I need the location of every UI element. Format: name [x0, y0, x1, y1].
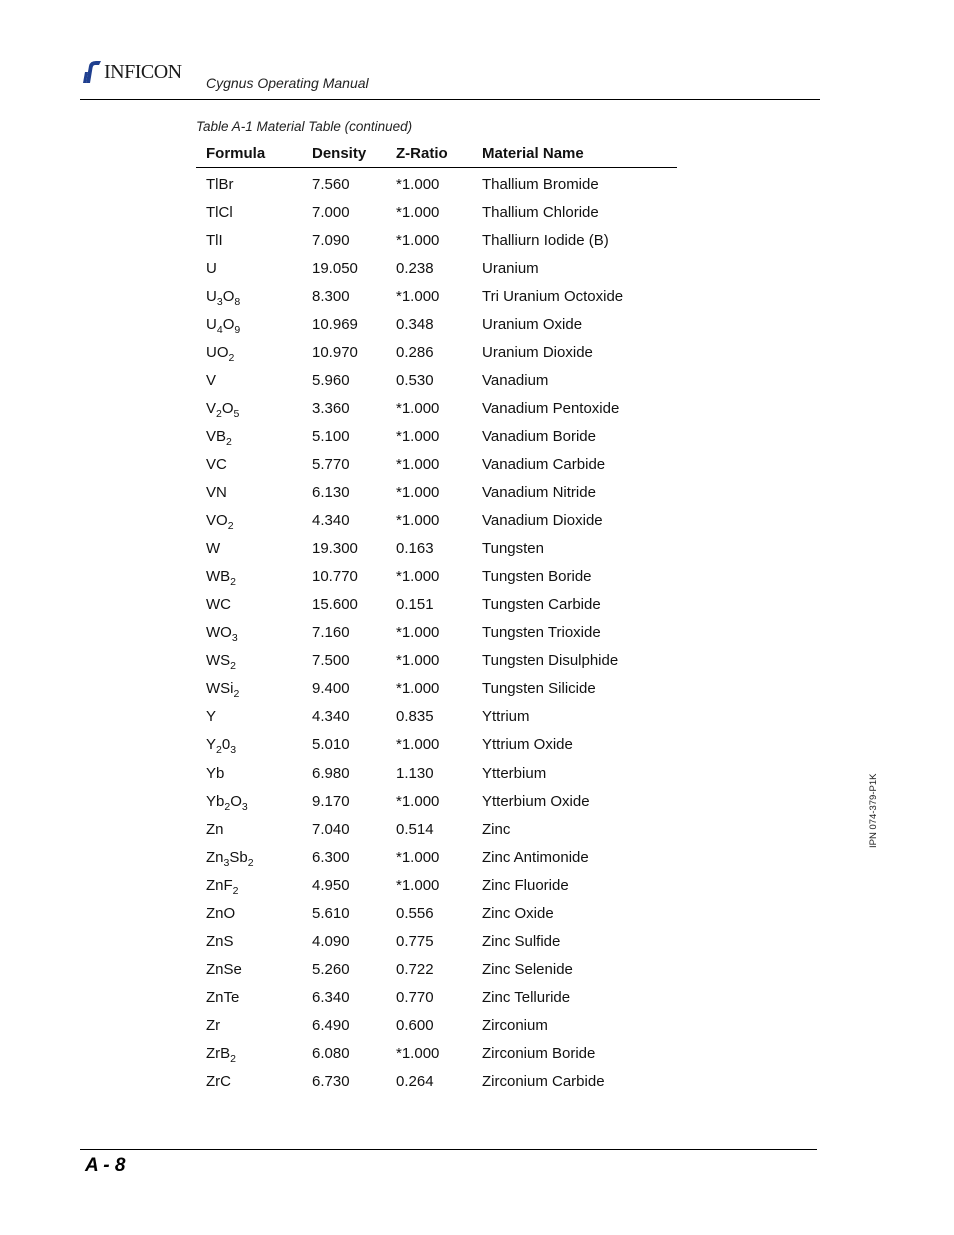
table-row [196, 983, 677, 1011]
table-row [196, 647, 677, 675]
density-cell: 7.500 [312, 652, 350, 670]
formula-cell [196, 675, 302, 703]
density-cell: 15.600 [312, 596, 358, 614]
formula-cell [196, 422, 302, 450]
z-ratio-cell: *1.000 [396, 792, 440, 810]
material-name-cell: Yttrium [482, 708, 530, 726]
material-name-cell: Tri Uranium Octoxide [482, 287, 624, 305]
formula-subscript: 4 [216, 323, 223, 336]
table-row [196, 198, 677, 226]
table-row [196, 422, 677, 450]
density-cell: 3.360 [312, 399, 350, 417]
z-ratio-cell: 0.530 [396, 371, 434, 389]
material-name-cell: Tungsten Trioxide [482, 624, 601, 642]
density-cell: 4.340 [312, 708, 350, 726]
z-ratio-cell: *1.000 [396, 512, 440, 530]
formula-part: ZnF [206, 876, 233, 894]
formula-part: O [221, 399, 234, 417]
density-cell: 9.170 [312, 792, 350, 810]
material-name-cell: Zirconium Carbide [482, 1073, 605, 1091]
formula-cell [196, 168, 302, 199]
material-name-cell: Vanadium Carbide [482, 455, 606, 473]
formula-cell [196, 955, 302, 983]
formula-part: VO [206, 512, 228, 530]
density-cell: 8.300 [312, 287, 350, 305]
z-ratio-cell: *1.000 [396, 203, 440, 221]
formula-subscript: 3 [241, 800, 248, 813]
formula-part: VN [206, 484, 227, 502]
z-ratio-cell: *1.000 [396, 484, 440, 502]
formula-subscript: 3 [230, 744, 237, 757]
z-ratio-cell: *1.000 [396, 231, 440, 249]
material-name-cell: Zinc Selenide [482, 960, 573, 978]
density-cell: 4.090 [312, 932, 350, 950]
material-name-cell: Zinc Sulfide [482, 932, 561, 950]
density-cell: 19.300 [312, 540, 358, 558]
z-ratio-cell: *1.000 [396, 175, 440, 193]
formula-part: U [206, 259, 217, 277]
formula-subscript: 8 [234, 295, 241, 308]
formula-part: Zn [206, 848, 224, 866]
formula-cell [196, 1011, 302, 1039]
z-ratio-cell: 0.286 [396, 343, 434, 361]
table-row [196, 168, 677, 199]
formula-part: V [206, 371, 217, 389]
page-number: A - 8 [85, 1155, 126, 1176]
z-ratio-cell: 0.348 [396, 315, 434, 333]
z-ratio-cell: 0.600 [396, 1016, 434, 1034]
material-name-cell: Zinc Oxide [482, 904, 554, 922]
z-ratio-cell: 0.770 [396, 988, 434, 1006]
formula-cell [196, 927, 302, 955]
density-cell: 7.160 [312, 624, 350, 642]
formula-subscript: 2 [230, 1052, 237, 1065]
material-name-cell: Tungsten [482, 540, 544, 558]
material-name-cell: Zinc [482, 820, 511, 838]
formula-cell [196, 815, 302, 843]
formula-subscript: 2 [230, 576, 237, 589]
density-cell: 6.490 [312, 1016, 350, 1034]
formula-cell [196, 1039, 302, 1067]
material-name-cell: Yttrium Oxide [482, 736, 573, 754]
table-row [196, 927, 677, 955]
z-ratio-cell: 0.264 [396, 1073, 434, 1091]
column-header-formula: Formula [196, 140, 302, 168]
z-ratio-cell: *1.000 [396, 652, 440, 670]
formula-cell [196, 479, 302, 507]
material-name-cell: Uranium Oxide [482, 315, 583, 333]
table-row [196, 815, 677, 843]
column-header-density: Density [302, 140, 386, 168]
density-cell: 5.010 [312, 736, 350, 754]
z-ratio-cell: 0.151 [396, 596, 434, 614]
formula-part: Y [206, 736, 217, 754]
formula-cell [196, 591, 302, 619]
density-cell: 10.969 [312, 315, 358, 333]
density-cell: 10.770 [312, 568, 358, 586]
table-caption: Table A-1 Material Table (continued) [196, 119, 413, 134]
z-ratio-cell: *1.000 [396, 624, 440, 642]
formula-part: Yb [206, 764, 225, 782]
column-header-z-ratio: Z-Ratio [386, 140, 472, 168]
material-name-cell: Zinc Telluride [482, 988, 571, 1006]
formula-subscript: 5 [233, 407, 240, 420]
z-ratio-cell: *1.000 [396, 568, 440, 586]
density-cell: 9.400 [312, 680, 350, 698]
formula-cell [196, 226, 302, 254]
formula-subscript: 2 [233, 688, 240, 701]
formula-part: Zn [206, 820, 224, 838]
table-row [196, 479, 677, 507]
table-row [196, 871, 677, 899]
formula-cell [196, 310, 302, 338]
table-row [196, 366, 677, 394]
inficon-logo-icon [82, 60, 102, 84]
formula-subscript: 2 [230, 660, 237, 673]
formula-part: O [222, 287, 235, 305]
density-cell: 6.980 [312, 764, 350, 782]
table-row [196, 731, 677, 759]
table-row [196, 591, 677, 619]
formula-cell [196, 366, 302, 394]
material-name-cell: Tungsten Silicide [482, 680, 596, 698]
formula-subscript: 2 [232, 884, 239, 897]
material-name-cell: Zinc Antimonide [482, 848, 589, 866]
material-name-cell: Zirconium [482, 1016, 548, 1034]
formula-part: Sb [229, 848, 248, 866]
table-row [196, 1068, 677, 1096]
formula-part: O [222, 315, 235, 333]
formula-part: V [206, 399, 217, 417]
density-cell: 19.050 [312, 259, 358, 277]
manual-title: Cygnus Operating Manual [206, 75, 369, 91]
table-row [196, 450, 677, 478]
material-name-cell: Vanadium Pentoxide [482, 399, 620, 417]
formula-cell [196, 731, 302, 759]
z-ratio-cell: *1.000 [396, 455, 440, 473]
z-ratio-cell: *1.000 [396, 876, 440, 894]
formula-part: WO [206, 624, 232, 642]
formula-subscript: 2 [247, 856, 254, 869]
table-row [196, 535, 677, 563]
formula-part: TlI [206, 231, 223, 249]
formula-part: Zr [206, 1016, 221, 1034]
formula-cell [196, 282, 302, 310]
formula-part: WSi [206, 680, 234, 698]
material-name-cell: Uranium [482, 259, 539, 277]
table-row [196, 619, 677, 647]
z-ratio-cell: *1.000 [396, 1044, 440, 1062]
z-ratio-cell: *1.000 [396, 736, 440, 754]
formula-part: ZrC [206, 1073, 231, 1091]
formula-part: O [230, 792, 242, 810]
formula-part: Yb [206, 792, 225, 810]
formula-part: UO [206, 343, 229, 361]
density-cell: 5.260 [312, 960, 350, 978]
material-name-cell: Tungsten Boride [482, 568, 592, 586]
z-ratio-cell: 0.722 [396, 960, 434, 978]
inficon-logo [82, 60, 182, 84]
z-ratio-cell: *1.000 [396, 427, 440, 445]
formula-part: VC [206, 455, 227, 473]
formula-subscript: 2 [216, 407, 222, 420]
table-row [196, 310, 677, 338]
formula-subscript: 2 [226, 435, 232, 448]
density-cell: 7.090 [312, 231, 350, 249]
formula-part: W [206, 540, 221, 558]
table-header-row [196, 140, 677, 168]
material-name-cell: Vanadium Nitride [482, 484, 596, 502]
density-cell: 4.950 [312, 876, 350, 894]
table-row [196, 226, 677, 254]
formula-part: WS [206, 652, 231, 670]
column-header-material-name: Material Name [472, 140, 677, 168]
z-ratio-cell: *1.000 [396, 287, 440, 305]
table-row [196, 1011, 677, 1039]
formula-cell [196, 198, 302, 226]
formula-subscript: 3 [223, 856, 230, 869]
formula-subscript: 2 [228, 351, 235, 364]
density-cell: 6.730 [312, 1073, 350, 1091]
density-cell: 5.960 [312, 371, 350, 389]
z-ratio-cell: *1.000 [396, 848, 440, 866]
table-row [196, 703, 677, 731]
formula-part: WB [206, 568, 231, 586]
logo-text: INFICON [104, 60, 182, 83]
table-row [196, 394, 677, 422]
formula-subscript: 9 [234, 323, 241, 336]
density-cell: 7.040 [312, 820, 350, 838]
density-cell: 4.340 [312, 512, 350, 530]
formula-part: VB [206, 427, 227, 445]
formula-cell [196, 1068, 302, 1096]
material-table [196, 140, 677, 1096]
z-ratio-cell: 0.238 [396, 259, 434, 277]
formula-cell [196, 787, 302, 815]
formula-subscript: 3 [231, 632, 238, 645]
density-cell: 6.130 [312, 484, 350, 502]
formula-cell [196, 338, 302, 366]
table-row [196, 507, 677, 535]
formula-subscript: 3 [216, 295, 223, 308]
formula-cell [196, 507, 302, 535]
density-cell: 10.970 [312, 343, 358, 361]
material-name-cell: Thallium Chloride [482, 203, 599, 221]
formula-part: WC [206, 596, 231, 614]
material-name-cell: Thallium Bromide [482, 175, 599, 193]
material-name-cell: Ytterbium [482, 764, 547, 782]
formula-cell [196, 535, 302, 563]
formula-cell [196, 450, 302, 478]
z-ratio-cell: 0.775 [396, 932, 434, 950]
table-row [196, 675, 677, 703]
table-row [196, 254, 677, 282]
formula-part: ZnS [206, 932, 234, 950]
formula-part: ZnTe [206, 988, 240, 1006]
material-name-cell: Zinc Fluoride [482, 876, 569, 894]
z-ratio-cell: 1.130 [396, 764, 434, 782]
formula-cell [196, 563, 302, 591]
formula-part: U [206, 287, 217, 305]
material-name-cell: Vanadium Boride [482, 427, 596, 445]
formula-cell [196, 843, 302, 871]
formula-part: ZnSe [206, 960, 242, 978]
footer-rule [80, 1149, 817, 1150]
formula-part: TlBr [206, 175, 234, 193]
density-cell: 5.610 [312, 904, 350, 922]
table-row [196, 843, 677, 871]
formula-part: U [206, 315, 217, 333]
table-row [196, 955, 677, 983]
z-ratio-cell: *1.000 [396, 680, 440, 698]
density-cell: 5.100 [312, 427, 350, 445]
formula-part: ZrB [206, 1044, 231, 1062]
material-name-cell: Vanadium Dioxide [482, 512, 603, 530]
formula-cell [196, 899, 302, 927]
density-cell: 6.340 [312, 988, 350, 1006]
density-cell: 7.560 [312, 175, 350, 193]
material-name-cell: Thalliurn Iodide (B) [482, 231, 609, 249]
material-name-cell: Zirconium Boride [482, 1044, 596, 1062]
material-name-cell: Vanadium [482, 371, 549, 389]
formula-cell [196, 983, 302, 1011]
formula-subscript: 2 [216, 744, 222, 757]
z-ratio-cell: 0.556 [396, 904, 434, 922]
formula-cell [196, 703, 302, 731]
density-cell: 6.080 [312, 1044, 350, 1062]
formula-cell [196, 647, 302, 675]
formula-cell [196, 254, 302, 282]
header-rule [80, 99, 820, 100]
z-ratio-cell: *1.000 [396, 399, 440, 417]
formula-subscript: 2 [227, 520, 234, 533]
table-row [196, 759, 677, 787]
table-row [196, 787, 677, 815]
z-ratio-cell: 0.514 [396, 820, 434, 838]
density-cell: 5.770 [312, 455, 350, 473]
material-name-cell: Tungsten Carbide [482, 596, 601, 614]
formula-part: TlCl [206, 203, 233, 221]
formula-part: Y [206, 708, 217, 726]
side-ipn-label: IPN 074-379-P1K [868, 773, 879, 848]
table-row [196, 282, 677, 310]
table-row [196, 338, 677, 366]
material-name-cell: Uranium Dioxide [482, 343, 593, 361]
table-body [196, 168, 677, 1096]
z-ratio-cell: 0.835 [396, 708, 434, 726]
table-row [196, 1039, 677, 1067]
z-ratio-cell: 0.163 [396, 540, 434, 558]
formula-cell [196, 759, 302, 787]
table-row [196, 563, 677, 591]
table-row [196, 899, 677, 927]
formula-subscript: 2 [224, 800, 231, 813]
formula-cell [196, 871, 302, 899]
formula-cell [196, 394, 302, 422]
density-cell: 6.300 [312, 848, 350, 866]
formula-part: ZnO [206, 904, 236, 922]
formula-part: 0 [221, 736, 231, 754]
density-cell: 7.000 [312, 203, 350, 221]
material-name-cell: Tungsten Disulphide [482, 652, 619, 670]
material-name-cell: Ytterbium Oxide [482, 792, 590, 810]
formula-cell [196, 619, 302, 647]
